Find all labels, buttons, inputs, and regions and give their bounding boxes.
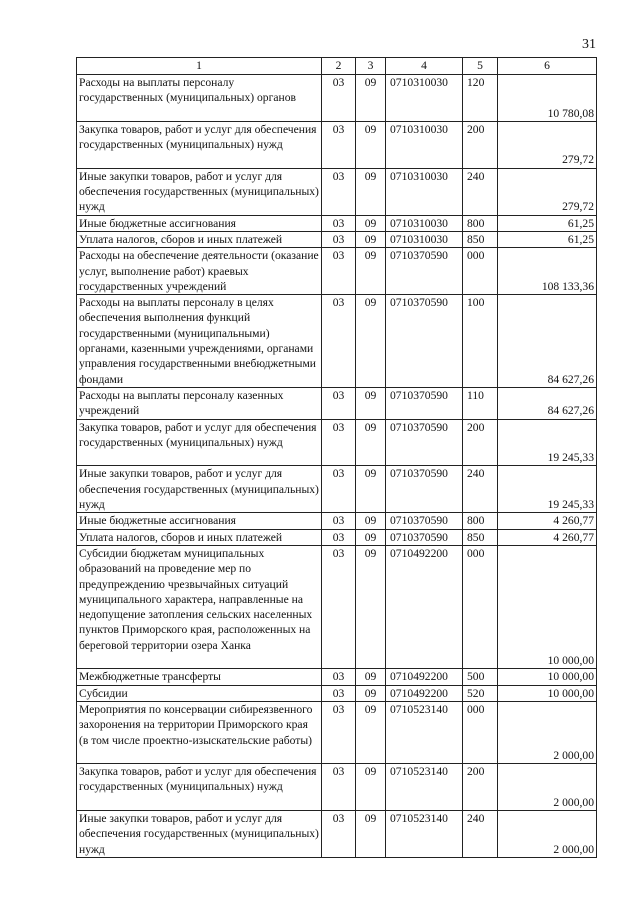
- column-header-2: 2: [322, 58, 356, 75]
- row-section: 03: [322, 513, 356, 529]
- table-row: [77, 529, 597, 545]
- row-section: 03: [322, 545, 356, 668]
- table-row: [77, 545, 597, 668]
- row-subsection: 09: [356, 810, 386, 857]
- row-amount: 61,25: [498, 215, 597, 231]
- row-amount: 84 627,26: [498, 295, 597, 388]
- table-row: [77, 231, 597, 247]
- row-subsection: 09: [356, 215, 386, 231]
- table-row: [77, 513, 597, 529]
- row-subsection: 09: [356, 168, 386, 215]
- row-subsection: 09: [356, 231, 386, 247]
- row-subsection: 09: [356, 685, 386, 701]
- row-section: 03: [322, 669, 356, 685]
- table-row: [77, 387, 597, 419]
- row-amount: 10 000,00: [498, 685, 597, 701]
- row-name: Уплата налогов, сборов и иных платежей: [77, 231, 322, 247]
- row-name: Уплата налогов, сборов и иных платежей: [77, 529, 322, 545]
- row-expense-type: 110: [463, 387, 498, 419]
- row-target-article: 0710310030: [386, 215, 463, 231]
- table-row: [77, 701, 597, 763]
- row-name: Субсидии бюджетам муниципальных образований на проведение мер по предупреждению чрезвычайных ситуаций муниципального характера, направленные на недопущение затопления сельских населенных пунктов Приморского края, расположенных на береговой территории озера Ханка: [77, 545, 322, 668]
- row-section: 03: [322, 466, 356, 513]
- row-target-article: 0710492200: [386, 685, 463, 701]
- row-target-article: 0710523140: [386, 810, 463, 857]
- row-section: 03: [322, 685, 356, 701]
- row-expense-type: 240: [463, 168, 498, 215]
- row-target-article: 0710310030: [386, 231, 463, 247]
- row-amount: 10 780,08: [498, 75, 597, 122]
- row-amount: 279,72: [498, 168, 597, 215]
- table-row: [77, 215, 597, 231]
- table-row: [77, 466, 597, 513]
- row-name: Иные бюджетные ассигнования: [77, 513, 322, 529]
- table-row: [77, 669, 597, 685]
- table-row: [77, 168, 597, 215]
- row-target-article: 0710310030: [386, 75, 463, 122]
- row-target-article: 0710492200: [386, 545, 463, 668]
- row-name: Иные закупки товаров, работ и услуг для обеспечения государственных (муниципальных) нужд: [77, 810, 322, 857]
- row-name: Иные закупки товаров, работ и услуг для обеспечения государственных (муниципальных) нужд: [77, 168, 322, 215]
- row-section: 03: [322, 810, 356, 857]
- row-expense-type: 000: [463, 545, 498, 668]
- page-number: 31: [582, 37, 596, 52]
- row-target-article: 0710492200: [386, 669, 463, 685]
- row-subsection: 09: [356, 387, 386, 419]
- row-name: Расходы на выплаты персоналу казенных учреждений: [77, 387, 322, 419]
- row-target-article: 0710310030: [386, 121, 463, 168]
- column-header-4: 4: [386, 58, 463, 75]
- row-section: 03: [322, 168, 356, 215]
- row-expense-type: 000: [463, 248, 498, 295]
- row-name: Закупка товаров, работ и услуг для обеспечения государственных (муниципальных) нужд: [77, 764, 322, 811]
- budget-table: [76, 57, 597, 858]
- row-amount: 2 000,00: [498, 701, 597, 763]
- row-target-article: 0710370590: [386, 466, 463, 513]
- row-target-article: 0710370590: [386, 529, 463, 545]
- row-amount: 61,25: [498, 231, 597, 247]
- row-section: 03: [322, 764, 356, 811]
- table-row: [77, 764, 597, 811]
- row-subsection: 09: [356, 75, 386, 122]
- row-amount: 4 260,77: [498, 513, 597, 529]
- column-header-3: 3: [356, 58, 386, 75]
- row-target-article: 0710523140: [386, 764, 463, 811]
- row-target-article: 0710370590: [386, 387, 463, 419]
- row-name: Иные бюджетные ассигнования: [77, 215, 322, 231]
- row-amount: 2 000,00: [498, 810, 597, 857]
- row-amount: 4 260,77: [498, 529, 597, 545]
- row-section: 03: [322, 529, 356, 545]
- row-subsection: 09: [356, 529, 386, 545]
- row-amount: 10 000,00: [498, 545, 597, 668]
- row-subsection: 09: [356, 764, 386, 811]
- row-amount: 2 000,00: [498, 764, 597, 811]
- row-expense-type: 520: [463, 685, 498, 701]
- table-row: [77, 75, 597, 122]
- row-amount: 19 245,33: [498, 419, 597, 466]
- row-expense-type: 100: [463, 295, 498, 388]
- row-subsection: 09: [356, 513, 386, 529]
- row-name: Расходы на обеспечение деятельности (оказание услуг, выполнение работ) краевых государственных учреждений: [77, 248, 322, 295]
- row-subsection: 09: [356, 248, 386, 295]
- row-section: 03: [322, 419, 356, 466]
- row-name: Межбюджетные трансферты: [77, 669, 322, 685]
- row-name: Мероприятия по консервации сибиреязвенного захоронения на территории Приморского края (в том числе проектно-изыскательские работы): [77, 701, 322, 763]
- row-subsection: 09: [356, 669, 386, 685]
- row-section: 03: [322, 121, 356, 168]
- row-amount: 279,72: [498, 121, 597, 168]
- table-row: [77, 121, 597, 168]
- row-target-article: 0710370590: [386, 419, 463, 466]
- table-row: [77, 419, 597, 466]
- column-header-5: 5: [463, 58, 498, 75]
- row-amount: 19 245,33: [498, 466, 597, 513]
- row-expense-type: 850: [463, 529, 498, 545]
- row-expense-type: 200: [463, 121, 498, 168]
- row-target-article: 0710370590: [386, 513, 463, 529]
- row-expense-type: 850: [463, 231, 498, 247]
- table-row: [77, 295, 597, 388]
- row-name: Закупка товаров, работ и услуг для обеспечения государственных (муниципальных) нужд: [77, 419, 322, 466]
- row-amount: 84 627,26: [498, 387, 597, 419]
- table-row: [77, 248, 597, 295]
- row-expense-type: 120: [463, 75, 498, 122]
- row-name: Расходы на выплаты персоналу в целях обеспечения выполнения функций государственными (муниципальными) органами, казенными учреждениями, органами управления государственными внебюджетными фондами: [77, 295, 322, 388]
- row-expense-type: 240: [463, 466, 498, 513]
- row-name: Иные закупки товаров, работ и услуг для обеспечения государственных (муниципальных) нужд: [77, 466, 322, 513]
- row-subsection: 09: [356, 295, 386, 388]
- row-target-article: 0710370590: [386, 248, 463, 295]
- row-expense-type: 000: [463, 701, 498, 763]
- row-target-article: 0710523140: [386, 701, 463, 763]
- row-section: 03: [322, 387, 356, 419]
- row-amount: 10 000,00: [498, 669, 597, 685]
- table-row: [77, 810, 597, 857]
- row-section: 03: [322, 231, 356, 247]
- row-expense-type: 500: [463, 669, 498, 685]
- row-target-article: 0710310030: [386, 168, 463, 215]
- row-name: Расходы на выплаты персоналу государственных (муниципальных) органов: [77, 75, 322, 122]
- row-target-article: 0710370590: [386, 295, 463, 388]
- row-subsection: 09: [356, 419, 386, 466]
- column-header-6: 6: [498, 58, 597, 75]
- table-row: [77, 685, 597, 701]
- row-expense-type: 200: [463, 764, 498, 811]
- table-body: [77, 75, 597, 858]
- row-subsection: 09: [356, 545, 386, 668]
- row-name: Закупка товаров, работ и услуг для обеспечения государственных (муниципальных) нужд: [77, 121, 322, 168]
- row-section: 03: [322, 215, 356, 231]
- row-section: 03: [322, 701, 356, 763]
- row-section: 03: [322, 248, 356, 295]
- row-expense-type: 200: [463, 419, 498, 466]
- row-name: Субсидии: [77, 685, 322, 701]
- row-section: 03: [322, 295, 356, 388]
- row-subsection: 09: [356, 466, 386, 513]
- table-header-row: [77, 58, 597, 75]
- column-header-1: 1: [77, 58, 322, 75]
- row-amount: 108 133,36: [498, 248, 597, 295]
- row-expense-type: 240: [463, 810, 498, 857]
- row-subsection: 09: [356, 701, 386, 763]
- row-subsection: 09: [356, 121, 386, 168]
- row-section: 03: [322, 75, 356, 122]
- row-expense-type: 800: [463, 215, 498, 231]
- row-expense-type: 800: [463, 513, 498, 529]
